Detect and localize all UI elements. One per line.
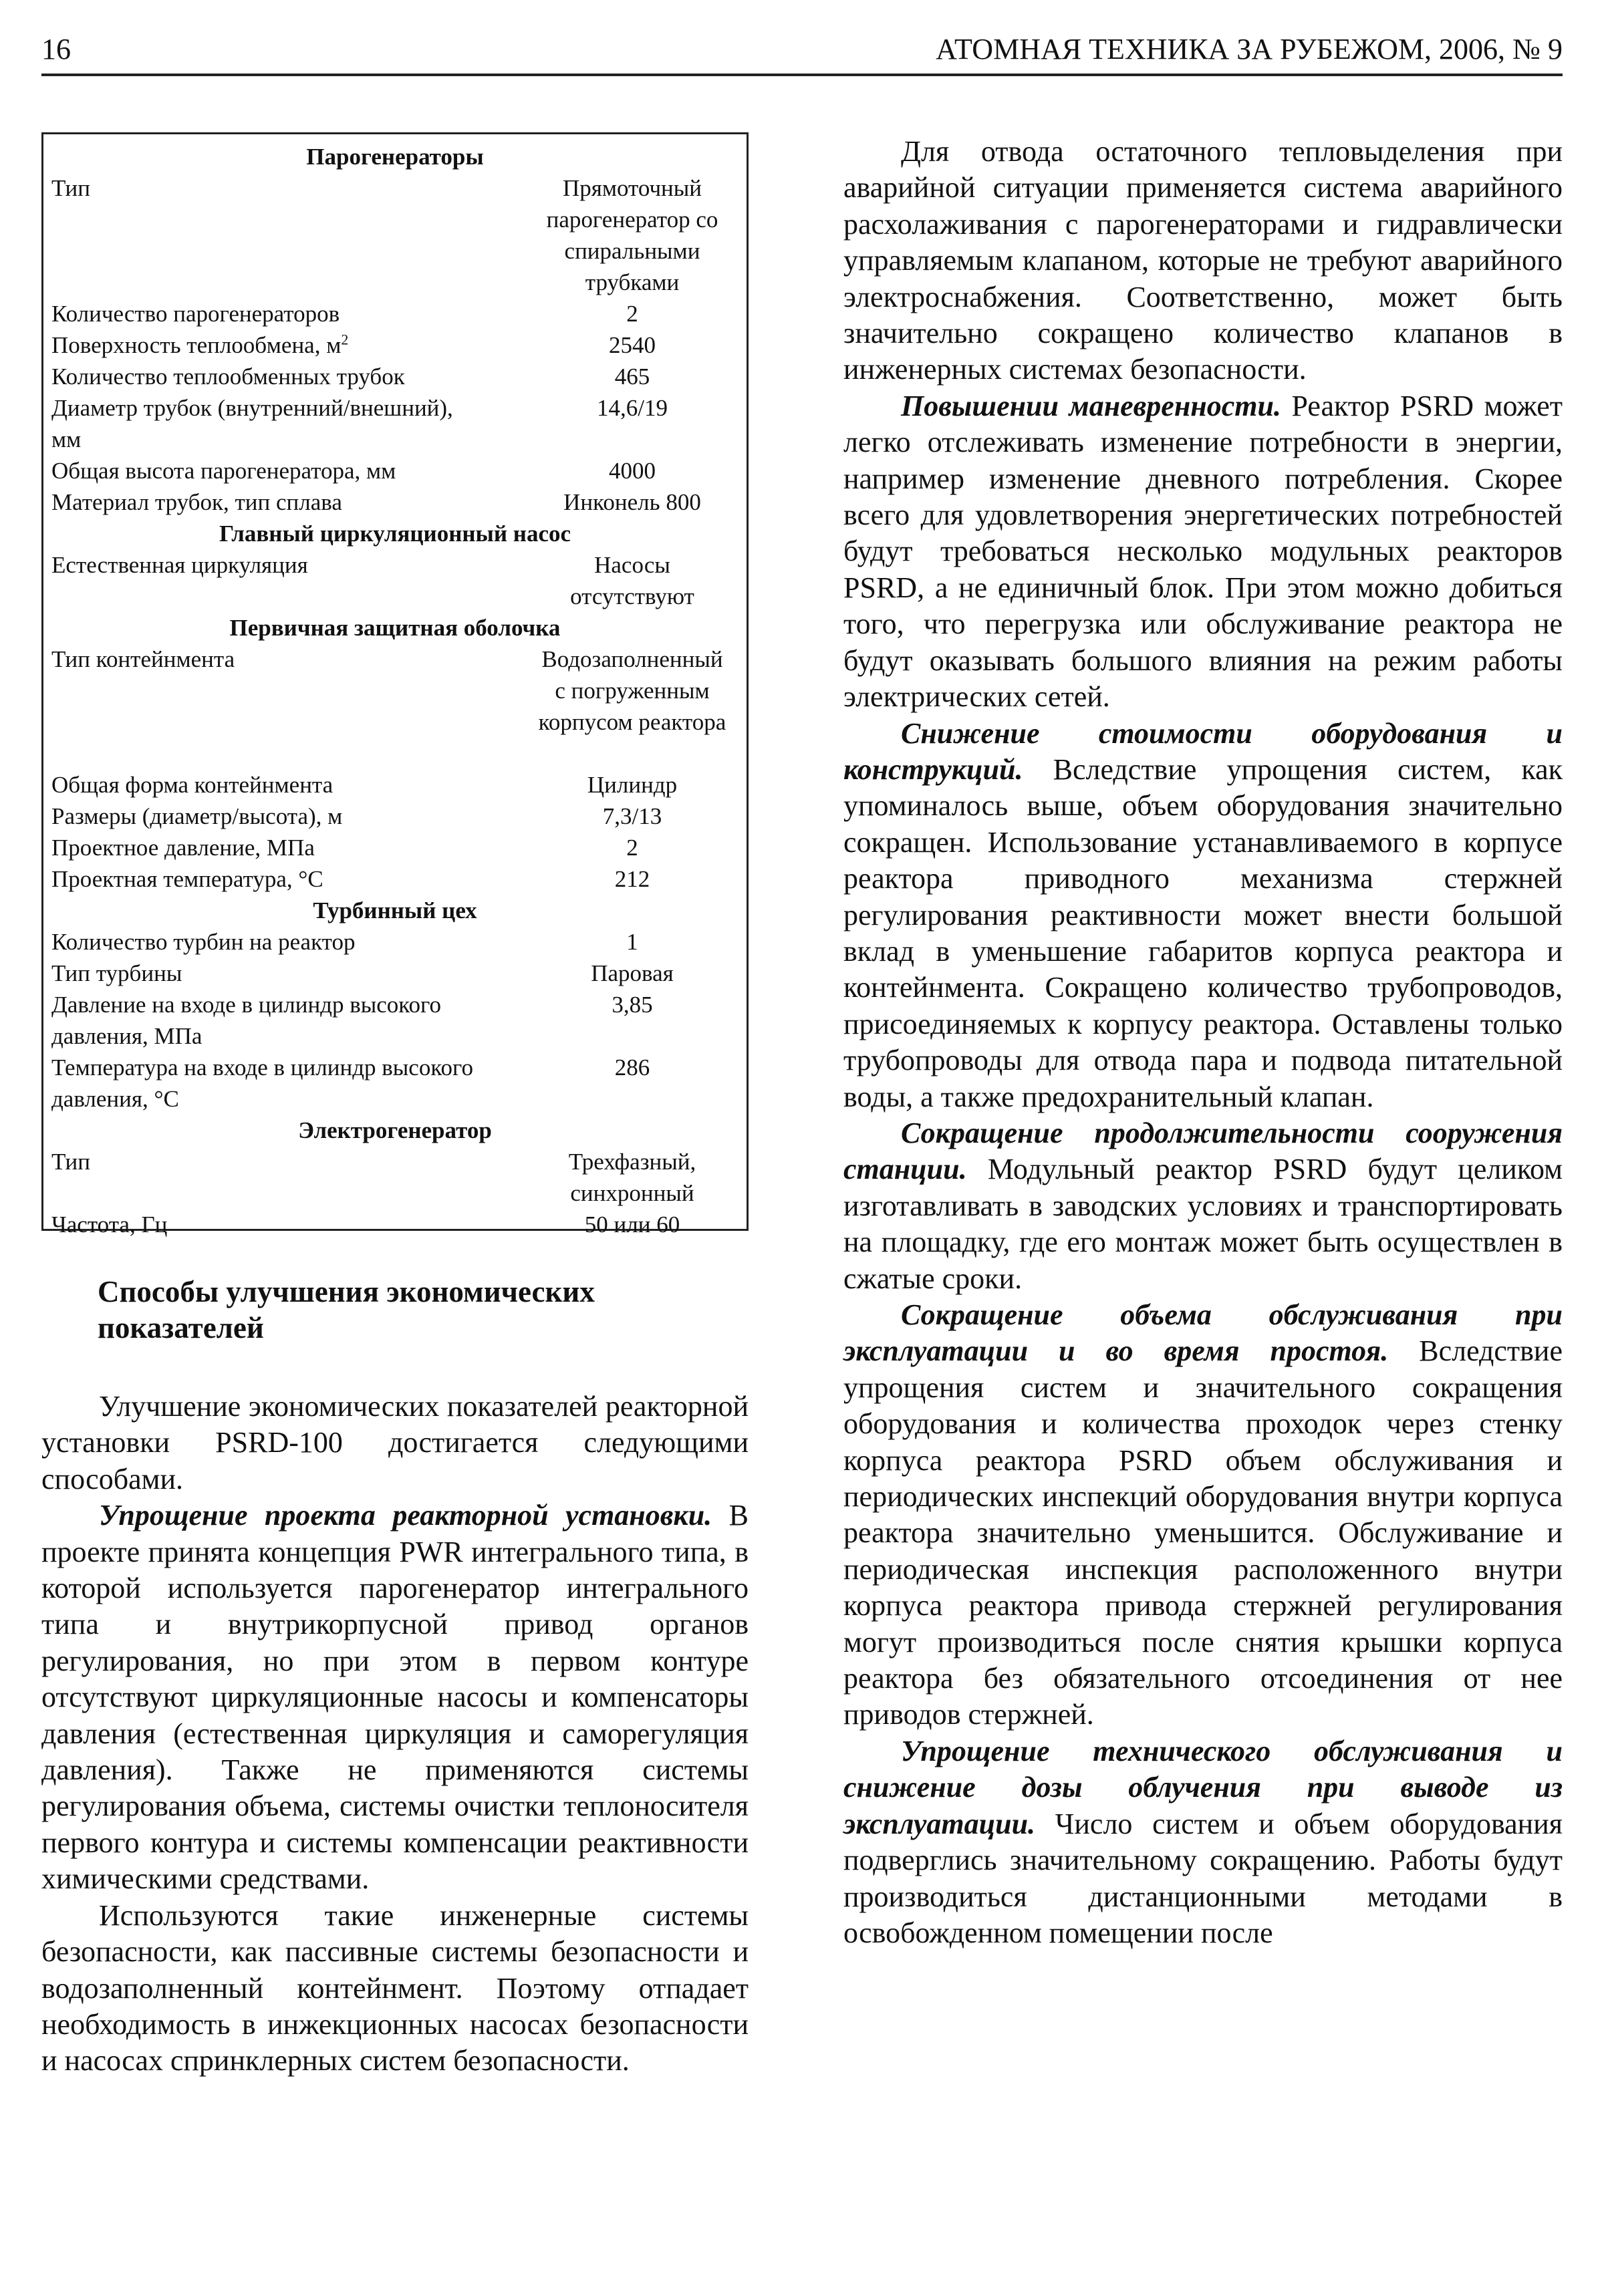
section-turbine: Турбинный цех [313,897,477,923]
param-value: Водозаполненный с погруженным корпусом реактора [538,646,726,735]
param-label: Диаметр трубок (внутренний/внешний), мм [51,395,453,452]
param-value: 4000 [609,458,656,484]
superscript: 2 [341,331,349,348]
param-value: Цилиндр [587,772,678,798]
table-row [51,455,739,486]
param-value: Трехфазный, синхронный [568,1149,696,1206]
page-number: 16 [41,33,71,65]
running-header [41,25,1563,76]
param-label: Естественная циркуляция [51,552,308,578]
param-label: Тип турбины [51,960,182,986]
paragraph-lead: Сокращение объема обслуживания при эксплуатации и во время простоя. [843,1298,1563,1368]
param-label: Количество турбин на реактор [51,929,356,955]
param-label: Количество парогенераторов [51,301,340,327]
table-row [51,549,739,612]
paragraph: Для отвода остаточного тепловыделения при аварийной ситуации применяется система аварийного расхолаживания с парогенераторами и гидравлически управляемым клапаном, которые не требуют аварийного электроснабжения. Соответственно, может быть значительно сокращено количество клапанов в инженерных системах безопасности. [843,135,1563,386]
param-value: 212 [614,866,650,892]
table-row [51,958,739,989]
table-row [51,926,739,958]
table-row [51,361,739,392]
table-row [51,486,739,518]
section-generator: Электрогенератор [298,1117,492,1143]
table-row [51,172,739,298]
table-row [51,643,739,769]
journal-title: АТОМНАЯ ТЕХНИКА ЗА РУБЕЖОМ, 2006, № 9 [936,33,1563,65]
table-row [51,298,739,329]
param-label: Давление на входе в цилиндр высокого давления, МПа [51,992,442,1049]
table-row [51,863,739,895]
table-row [51,329,739,361]
section-steam-generators: Парогенераторы [306,144,484,170]
table-row [51,1052,739,1115]
param-label: Общая высота парогенератора, мм [51,458,396,484]
paragraph-lead: Повышении маневренности. [901,389,1281,422]
paragraph-lead: Упрощение технического обслуживания и снижение дозы облучения при выводе из эксплуатации. [843,1734,1563,1840]
table-row [51,769,739,801]
param-value: 50 или 60 [584,1211,680,1238]
param-value: 7,3/13 [602,803,662,829]
param-label: Проектное давление, МПа [51,835,315,861]
param-value: 2540 [609,332,656,358]
paragraph-lead: Снижение стоимости оборудования и конструкций. [843,716,1563,786]
param-label: Общая форма контейнмента [51,772,333,798]
param-label: Тип контейнмента [51,646,235,672]
param-label: Материал трубок, тип сплава [51,489,342,515]
param-label: Размеры (диаметр/высота), м [51,803,343,829]
paragraph-lead: Сокращение продолжительности сооружения станции. [843,1116,1563,1186]
param-value: Паровая [591,960,674,986]
param-label: Температура на входе в цилиндр высокого давления, °С [51,1054,474,1112]
table-row [51,1209,739,1240]
param-value: 3,85 [612,992,653,1018]
paragraph: Сокращение объема обслуживания при эксплуатации и во время простоя. Вследствие упрощения систем и значительного сокращения оборудования и количества проходок через стенку корпуса реактора PSRD объем обслуживания и периодических инспекций оборудования внутри корпуса реактора значительно уменьшится. Обслуживание и периодическая инспекция расположенного внутри корпуса реактора привода стержней регулирования могут производиться после снятия крышки корпуса реактора без обязательного отсоединения от нее приводов стержней. [843,1298,1563,1731]
param-value: 14,6/19 [597,395,668,421]
param-label: Поверхность теплообмена, $м^2$ [51,331,349,358]
param-value: 2 [626,835,638,861]
param-label: Проектная температура, °С [51,866,323,892]
param-label: Тип [51,1149,90,1175]
section-main-pump: Главный циркуляционный насос [219,521,571,547]
param-label: Тип [51,175,90,201]
param-value: 465 [614,364,650,390]
section-containment: Первичная защитная оболочка [229,615,561,641]
param-value: 1 [626,929,638,955]
table-row [51,392,739,455]
specs-table [41,132,749,1238]
param-value: Прямоточный парогенератор со спиральными трубками [546,175,718,295]
table-row [51,1146,739,1209]
table-row [51,989,739,1052]
param-label: Количество теплообменных трубок [51,364,405,390]
paragraph: Упрощение проекта реакторной установки. В проекте принята концепция PWR интегрального типа, в которой используется парогенератор интегрального типа и внутрикорпусной привод органов регулирования, но при этом в первом контуре отсутствуют циркуляционные насосы и компенсаторы давления (естественная циркуляция и саморегуляция давления). Также не применяются системы регулирования объема, системы очистки теплоносителя первого контура и системы компенсации реактивности химическими средствами. [41,1499,749,1896]
paragraph: Используются такие инженерные системы безопасности, как пассивные системы безопасности и водозаполненный контейнмент. Поэтому отпадает необходимость в инжекционных насосах безопасности и насосах спринклерных систем безопасности. [41,1898,749,2077]
right-column [843,134,1563,1951]
table-row [51,832,739,863]
paragraph: Повышении маневренности. Реактор PSRD может легко отслеживать изменение потребности в энергии, например изменение дневного потребления. Скорее всего для удовлетворения энергетических потребностей будут требоваться несколько модульных реакторов PSRD, а не единичный блок. При этом можно добиться того, что перегрузка или обслуживание реактора не будут оказывать большого влияния на режим работы электрических сетей. [843,389,1563,714]
paragraph: Сокращение продолжительности сооружения станции. Модульный реактор PSRD будут целиком изготавливать в заводских условиях и транспортировать на площадку, где его монтаж может быть осуществлен в сжатые сроки. [843,1116,1563,1295]
paragraph: Упрощение технического обслуживания и снижение дозы облучения при выводе из эксплуатации. Число систем и объем оборудования подверглись значительному сокращению. Работы будут производиться дистанционными методами в освобожденном помещении после [843,1734,1563,1949]
left-column [41,1389,749,2079]
param-label: Частота, Гц [51,1211,168,1238]
param-value: Инконель 800 [563,489,701,515]
param-value: 286 [614,1054,650,1081]
section-heading: Способы улучшения экономических показателей [98,1275,595,1344]
paragraph: Улучшение экономических показателей реакторной установки PSRD-100 достигается следующими способами. [41,1390,749,1495]
table-row [51,801,739,832]
paragraph-lead: Упрощение проекта реакторной установки. [99,1499,712,1532]
paragraph: Снижение стоимости оборудования и конструкций. Вследствие упрощения систем, как упоминалось выше, объем оборудования значительно сокращен. Использование устанавливаемого в корпусе реактора приводного механизма стержней регулирования реактивности может внести большой вклад в уменьшение габаритов корпуса реактора и контейнмента. Сокращено количество трубопроводов, присоединяемых к корпусу реактора. Оставлены только трубопроводы для отвода пара и подвода питательной воды, а также предохранительный клапан. [843,716,1563,1113]
param-value: Насосы отсутствуют [570,552,694,609]
param-value: 2 [626,301,638,327]
